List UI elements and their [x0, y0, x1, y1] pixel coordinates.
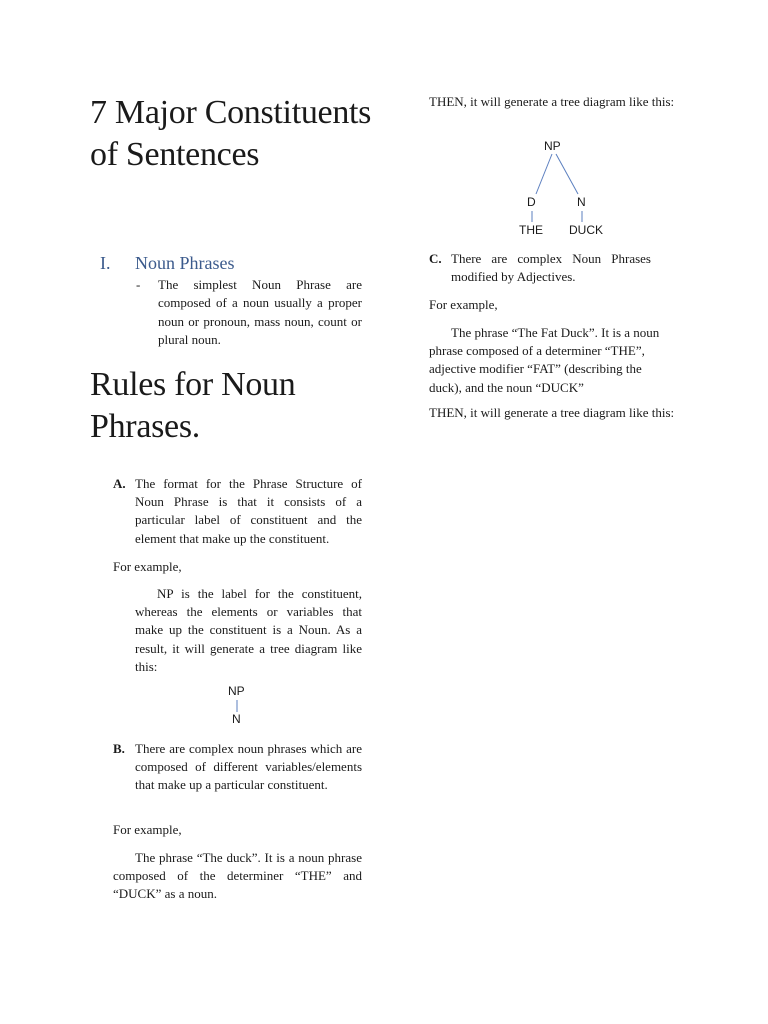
tree-1-child: N [232, 712, 241, 726]
item-c-letter: C. [429, 251, 442, 266]
tree-2-d: D [527, 195, 536, 209]
bullet-text: The simplest Noun Phrase are composed of a noun usually a proper noun or pronoun, mass noun, count or plural noun. [158, 277, 362, 348]
item-c-text: There are complex Noun Phrases modified by Adjectives. [451, 251, 651, 285]
tree-2-edge-right [556, 154, 578, 194]
for-example-2: For example, [113, 822, 182, 837]
example-3-text: The phrase “The Fat Duck”. It is a noun phrase composed of a determiner “THE”, adjective modifier “FAT” (describing the duck), and the noun “DUCK” [429, 325, 660, 395]
example-1-text: NP is the label for the constituent, whereas the elements or variables that make up the constituent is a Noun. As a result, it will generate a tree diagram like this: [135, 586, 362, 674]
then-text-2: THEN, it will generate a tree diagram like this: [429, 405, 675, 420]
tree-1-root: NP [228, 684, 245, 698]
section-title: Noun Phrases [135, 253, 235, 273]
bullet-marker: - [136, 277, 141, 292]
tree-2-edge-left [536, 154, 552, 194]
for-example-3: For example, [429, 297, 498, 312]
tree-2-root: NP [544, 139, 561, 153]
example-2-text: The phrase “The duck”. It is a noun phrase composed of the determiner “THE” and “DUCK” as a noun. [113, 850, 362, 902]
item-b-text: There are complex noun phrases which are composed of different variables/elements that make up a particular constituent. [135, 741, 362, 793]
tree-2-duck: DUCK [569, 223, 604, 237]
page-title: 7 Major Constituents of Sentences [90, 94, 372, 173]
tree-2-the: THE [519, 223, 543, 237]
item-a-text: The format for the Phrase Structure of Noun Phrase is that it consists of a particular label of constituent and the element that make up the constituent. [135, 476, 362, 546]
rules-heading: Rules for Noun Phrases. [90, 366, 296, 445]
item-b-letter: B. [113, 741, 125, 756]
then-text-1: THEN, it will generate a tree diagram like this: [429, 94, 675, 109]
for-example-1: For example, [113, 559, 182, 574]
section-number: I. [100, 253, 111, 273]
tree-2-n: N [577, 195, 586, 209]
item-a-letter: A. [113, 476, 126, 491]
